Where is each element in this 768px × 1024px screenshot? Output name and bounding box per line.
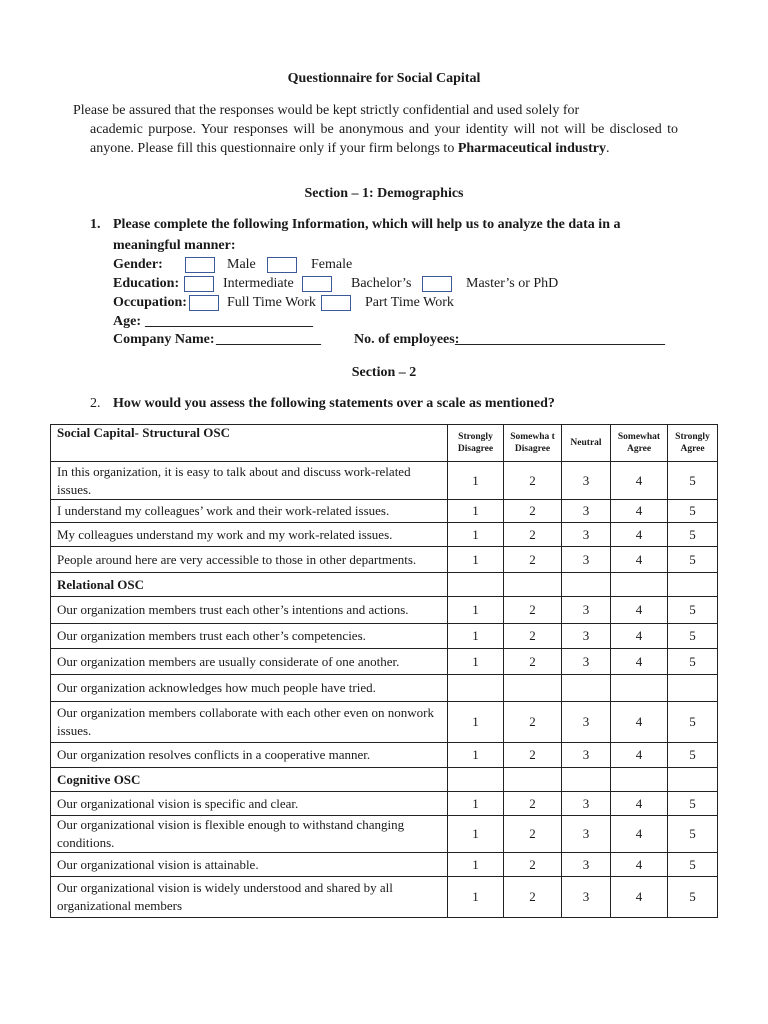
table-row [51,675,718,702]
intro-rest-text: academic purpose. Your responses will be anonymous and your identity will not will be disclosed to anyone. Please fill this questionnaire only if your firm belongs to [90,122,678,156]
rating-cell[interactable]: 4 [611,500,668,523]
rating-cell[interactable]: 2 [504,523,562,547]
rating-cell[interactable]: 4 [611,624,668,649]
rating-cell[interactable]: 3 [562,462,611,500]
table-row [51,547,718,573]
rating-cell[interactable]: 2 [504,743,562,768]
rating-cell[interactable]: 4 [611,597,668,624]
rating-cell[interactable]: 5 [668,792,718,816]
rating-cell[interactable]: 2 [504,792,562,816]
education-masters-checkbox[interactable] [422,276,452,292]
rating-cell[interactable]: 1 [448,523,504,547]
rating-cell[interactable]: 5 [668,523,718,547]
rating-cell[interactable]: 1 [448,624,504,649]
rating-cell[interactable]: 3 [562,877,611,918]
rating-cell [562,768,611,792]
gender-female-checkbox[interactable] [267,257,297,273]
rating-cell[interactable]: 1 [448,500,504,523]
rating-cell[interactable]: 5 [668,702,718,743]
rating-cell[interactable]: 4 [611,547,668,573]
table-row [51,462,718,500]
occupation-fulltime-label: Full Time Work [227,295,316,310]
education-label: Education: [113,276,180,291]
question-1-line-2: meaningful manner: [113,238,236,253]
rating-cell[interactable]: 5 [668,816,718,853]
rating-cell[interactable]: 2 [504,624,562,649]
rating-cell [668,768,718,792]
rating-cell[interactable]: 2 [504,500,562,523]
question-2-text: How would you assess the following statements over a scale as mentioned? [113,396,555,411]
rating-cell[interactable]: 3 [562,523,611,547]
gender-female-label: Female [311,257,353,272]
scale-somewhat-disagree: Somewha t Disagree [504,425,562,462]
rating-cell[interactable]: 4 [611,462,668,500]
rating-cell[interactable]: 5 [668,624,718,649]
table-header-title: Social Capital- Structural OSC [51,425,448,462]
rating-cell[interactable]: 2 [504,853,562,877]
scale-somewhat-agree: Somewhat Agree [611,425,668,462]
rating-cell [504,573,562,597]
table-row [51,649,718,675]
rating-cell[interactable]: 5 [668,649,718,675]
rating-cell[interactable]: 2 [504,597,562,624]
rating-cell[interactable]: 4 [611,743,668,768]
rating-cell[interactable]: 4 [611,877,668,918]
statement-text: Our organization members trust each other’s intentions and actions. [51,597,448,624]
statement-text: In this organization, it is easy to talk about and discuss work-related issues. [51,462,448,500]
rating-cell[interactable] [504,675,562,702]
rating-cell [448,768,504,792]
section-2-heading: Section – 2 [351,365,417,380]
table-row [51,500,718,523]
scale-neutral: Neutral [562,425,611,462]
rating-cell[interactable]: 3 [562,743,611,768]
statement-text: Our organizational vision is attainable. [51,853,448,877]
section-heading-row [51,573,718,597]
rating-cell[interactable]: 1 [448,792,504,816]
rating-cell[interactable]: 1 [448,743,504,768]
statement-text: Our organizational vision is specific and clear. [51,792,448,816]
rating-cell[interactable]: 3 [562,597,611,624]
rating-cell[interactable]: 2 [504,462,562,500]
rating-cell[interactable]: 5 [668,743,718,768]
rating-cell[interactable]: 4 [611,523,668,547]
rating-table [50,424,718,918]
rating-cell[interactable]: 1 [448,816,504,853]
rating-cell[interactable]: 5 [668,597,718,624]
table-row [51,877,718,918]
question-2-number: 2. [90,396,101,411]
rating-cell[interactable]: 2 [504,547,562,573]
rating-cell[interactable] [668,675,718,702]
employees-label: No. of employees: [354,332,460,347]
age-label: Age: [113,314,141,329]
table-row [51,624,718,649]
occupation-parttime-label: Part Time Work [365,295,454,310]
question-1-number: 1. [90,217,101,232]
table-row [51,816,718,853]
rating-cell[interactable]: 5 [668,877,718,918]
education-bachelors-checkbox[interactable] [302,276,332,292]
table-row [51,523,718,547]
gender-male-label: Male [227,257,256,272]
statement-text: Our organization members trust each other’s competencies. [51,624,448,649]
rating-cell[interactable]: 3 [562,649,611,675]
rating-cell[interactable]: 5 [668,500,718,523]
rating-cell[interactable]: 3 [562,702,611,743]
rating-cell[interactable]: 5 [668,462,718,500]
rating-cell[interactable]: 1 [448,877,504,918]
statement-text: Our organization resolves conflicts in a cooperative manner. [51,743,448,768]
rating-cell[interactable]: 3 [562,500,611,523]
rating-cell[interactable] [562,675,611,702]
employees-input[interactable]: ______________________________ [455,332,665,347]
rating-cell[interactable]: 2 [504,649,562,675]
table-row [51,743,718,768]
rating-cell[interactable] [448,675,504,702]
rating-cell [611,573,668,597]
intro-rest [73,120,678,158]
education-intermediate-label: Intermediate [223,276,294,291]
rating-cell[interactable]: 4 [611,816,668,853]
education-intermediate-checkbox[interactable] [184,276,214,292]
rating-cell[interactable]: 1 [448,649,504,675]
rating-cell[interactable]: 1 [448,462,504,500]
intro-line-1: Please be assured that the responses would be kept strictly confidential and used solely for [73,103,580,118]
rating-cell[interactable]: 1 [448,597,504,624]
rating-cell[interactable]: 3 [562,547,611,573]
question-1-line-1: Please complete the following Information, which will help us to analyze the data in a [113,217,621,232]
occupation-fulltime-checkbox[interactable] [189,295,219,311]
rating-cell[interactable]: 3 [562,624,611,649]
rating-cell [562,573,611,597]
rating-cell [504,768,562,792]
statement-text: Our organizational vision is flexible enough to withstand changing conditions. [51,816,448,853]
statement-text: People around here are very accessible to those in other departments. [51,547,448,573]
statement-text: Our organization members are usually considerate of one another. [51,649,448,675]
intro-paragraph [73,101,678,158]
rating-cell [611,768,668,792]
rating-cell[interactable]: 4 [611,792,668,816]
subsection-heading: Relational OSC [51,573,448,597]
rating-cell[interactable] [611,675,668,702]
age-input[interactable]: ________________________ [145,314,313,329]
education-bachelors-label: Bachelor’s [351,276,412,291]
rating-cell[interactable]: 5 [668,547,718,573]
table-row [51,597,718,624]
rating-cell[interactable]: 3 [562,792,611,816]
statement-text: Our organization acknowledges how much people have tried. [51,675,448,702]
rating-cell[interactable]: 5 [668,853,718,877]
section-heading-row [51,768,718,792]
intro-end: . [605,141,610,156]
table-row [51,853,718,877]
statement-text: I understand my colleagues’ work and their work-related issues. [51,500,448,523]
rating-cell[interactable]: 3 [562,853,611,877]
table-header-row [51,425,718,462]
table-row [51,702,718,743]
table-body [51,462,718,918]
rating-cell[interactable]: 2 [504,816,562,853]
rating-cell [668,573,718,597]
rating-cell[interactable]: 4 [611,853,668,877]
rating-cell[interactable]: 4 [611,702,668,743]
rating-cell[interactable]: 2 [504,877,562,918]
rating-cell[interactable]: 3 [562,816,611,853]
subsection-heading: Cognitive OSC [51,768,448,792]
table-row [51,792,718,816]
scale-strongly-disagree: Strongly Disagree [448,425,504,462]
rating-cell[interactable]: 1 [448,702,504,743]
statement-text: My colleagues understand my work and my work-related issues. [51,523,448,547]
gender-male-checkbox[interactable] [185,257,215,273]
rating-cell[interactable]: 4 [611,649,668,675]
section-1-heading: Section – 1: Demographics [304,186,464,201]
page-title: Questionnaire for Social Capital [287,71,481,86]
company-name-input[interactable]: _______________ [216,332,321,347]
occupation-label: Occupation: [113,295,187,310]
statement-text: Our organizational vision is widely understood and shared by all organizational members [51,877,448,918]
rating-cell [448,573,504,597]
company-name-label: Company Name: [113,332,215,347]
rating-cell[interactable]: 1 [448,547,504,573]
statement-text: Our organization members collaborate with each other even on nonwork issues. [51,702,448,743]
rating-cell[interactable]: 2 [504,702,562,743]
scale-strongly-agree: Strongly Agree [668,425,718,462]
education-masters-label: Master’s or PhD [466,276,559,291]
occupation-parttime-checkbox[interactable] [321,295,351,311]
intro-bold: Pharmaceutical industry [457,141,606,156]
rating-cell[interactable]: 1 [448,853,504,877]
gender-label: Gender: [113,257,163,272]
